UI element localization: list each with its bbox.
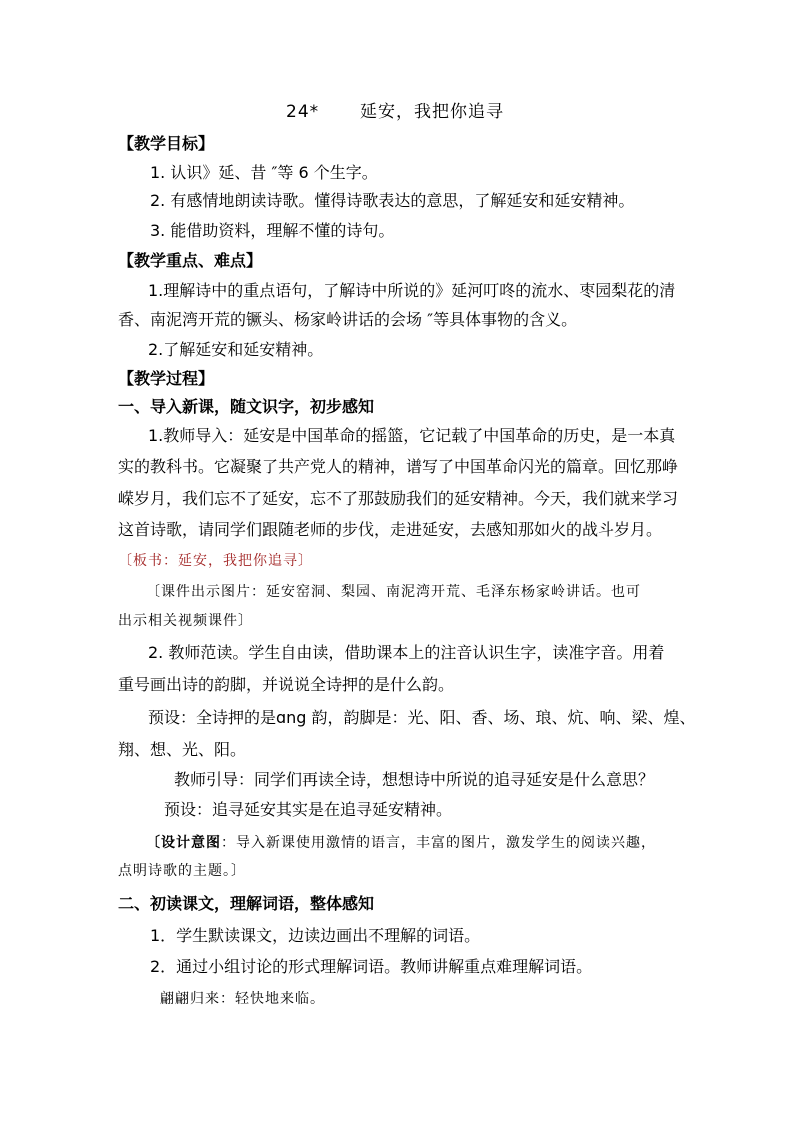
key-point-line: 2.了解延安和延安精神。 [148, 340, 324, 359]
design-intent [146, 832, 656, 854]
process-heading: 【教学过程】 [118, 369, 215, 388]
paragraph-line: 实的教科书。它凝聚了共产党人的精神，谱写了中国革命闪光的篇章。回忆那峥 [118, 457, 679, 476]
lesson-title-text: 延安，我把你追寻 [359, 102, 504, 122]
courseware-note: 〔课件出示图片：延安窑洞、梨园、南泥湾开荒、毛泽东杨家岭讲话。也可 [146, 584, 641, 600]
goal-item: 3. 能借助资料，理解不懂的诗句。 [150, 221, 395, 240]
teacher-guide: 教师引导：同学们再读全诗，想想诗中所说的追寻延安是什么意思？ [174, 770, 655, 789]
goal-item: 2. 有感情地朗读诗歌。懂得诗歌表达的意思，了解延安和延安精神。 [150, 191, 635, 210]
key-point-line: 1.理解诗中的重点语句，了解诗中所说的》延河叮咚的流水、枣园梨花的清 [148, 281, 676, 300]
paragraph-line: 重号画出诗的韵脚，并说说全诗押的是什么韵。 [118, 675, 455, 694]
preset-line: 预设：追寻延安其实是在追寻延安精神。 [164, 800, 453, 819]
paragraph-line: 2. 教师范读。学生自由读，借助课本上的注音认识生字，读准字音。用着 [148, 643, 665, 662]
board-note: 〔板书：延安，我把你追寻〕 [118, 553, 313, 569]
part1-heading: 一、导入新课，随文识字，初步感知 [118, 397, 375, 416]
paragraph-line: 1.教师导入：延安是中国革命的摇篮，它记载了中国革命的历史，是一本真 [148, 426, 676, 445]
key-points-heading: 【教学重点、难点】 [118, 251, 263, 270]
lesson-title [286, 101, 504, 123]
courseware-note: 出示相关视频课件〕 [118, 613, 253, 629]
vocab-note: 翩翩归来：轻快地来临。 [160, 991, 325, 1007]
part2-heading: 二、初读课文，理解词语，整体感知 [118, 894, 375, 913]
goal-item: 1. 认识》延、昔 ″等 6 个生字。 [150, 163, 378, 182]
key-point-line: 香、南泥湾开荒的镢头、杨家岭讲话的会场 ″等具体事物的含义。 [118, 310, 578, 329]
goals-heading: 【教学目标】 [118, 134, 215, 153]
list-item: 1．学生默读课文，边读边画出不理解的词语。 [150, 926, 481, 945]
lesson-number: 24* [286, 102, 320, 122]
preset-line: 预设：全诗押的是ɑng 韵，韵脚是：光、阳、香、场、琅、炕、响、梁、煌、 [148, 708, 696, 727]
list-item: 2．通过小组讨论的形式理解词语。教师讲解重点难理解词语。 [150, 957, 593, 976]
paragraph-line: 这首诗歌，请同学们跟随老师的步伐，走进延安，去感知那如火的战斗岁月。 [118, 520, 663, 539]
design-intent-text: ：导入新课使用激情的语言，丰富的图片，激发学生的阅读兴趣， [221, 835, 656, 851]
design-intent-label: 〔设计意图 [146, 835, 221, 851]
design-intent: 点明诗歌的主题。〕 [118, 863, 246, 879]
paragraph-line: 嵘岁月，我们忘不了延安，忘不了那鼓励我们的延安精神。今天，我们就来学习 [118, 489, 679, 508]
preset-line: 翔、想、光、阳。 [118, 740, 247, 759]
